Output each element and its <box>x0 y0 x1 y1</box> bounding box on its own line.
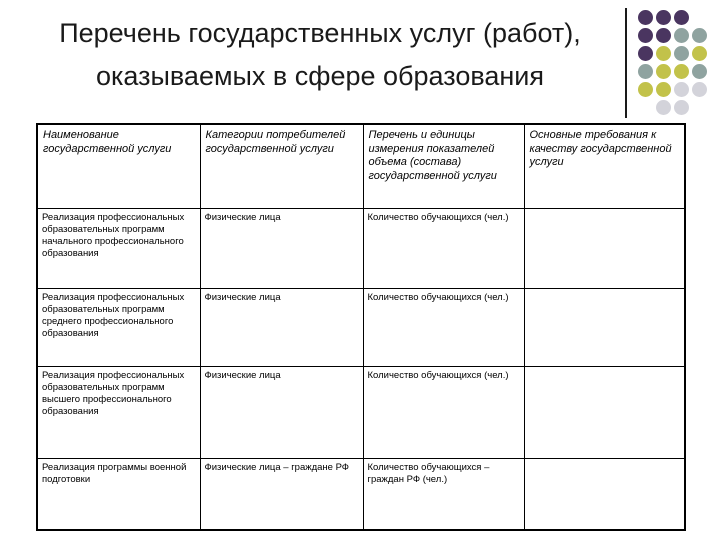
title-divider <box>625 8 627 118</box>
decorative-dots <box>632 10 720 120</box>
decor-dot <box>638 46 653 61</box>
header-quality-requirements: Основные требования к качеству государственной услуги <box>524 124 685 208</box>
decor-dot <box>656 28 671 43</box>
decor-dot <box>638 64 653 79</box>
cell-service-name: Реализация профессиональных образовательных программ высшего профессионального образования <box>37 366 200 458</box>
decor-dot <box>656 64 671 79</box>
cell-service-name: Реализация профессиональных образовательных программ среднего профессионального образования <box>37 288 200 366</box>
decor-dot <box>656 10 671 25</box>
cell-consumer-category: Физические лица <box>200 366 363 458</box>
decor-dot <box>692 82 707 97</box>
decor-dot <box>638 10 653 25</box>
table-header-row <box>37 124 685 208</box>
decor-dot <box>692 64 707 79</box>
table-row <box>37 366 685 458</box>
decor-dot <box>674 10 689 25</box>
cell-volume-indicator: Количество обучающихся (чел.) <box>363 288 524 366</box>
decor-dot <box>656 100 671 115</box>
cell-quality-requirement <box>524 288 685 366</box>
header-consumer-categories: Категории потребителей государственной услуги <box>200 124 363 208</box>
header-volume-indicators: Перечень и единицы измерения показателей объема (состава) государственной услуги <box>363 124 524 208</box>
cell-service-name: Реализация программы военной подготовки <box>37 458 200 530</box>
cell-quality-requirement <box>524 208 685 288</box>
cell-quality-requirement <box>524 366 685 458</box>
decor-dot <box>692 28 707 43</box>
header-service-name: Наименование государственной услуги <box>37 124 200 208</box>
decor-dot <box>656 82 671 97</box>
decor-dot <box>674 82 689 97</box>
decor-dot <box>638 82 653 97</box>
cell-volume-indicator: Количество обучающихся – граждан РФ (чел.) <box>363 458 524 530</box>
cell-volume-indicator: Количество обучающихся (чел.) <box>363 208 524 288</box>
decor-dot <box>674 64 689 79</box>
decor-dot <box>692 46 707 61</box>
decor-dot <box>638 28 653 43</box>
cell-consumer-category: Физические лица <box>200 288 363 366</box>
decor-dot <box>674 46 689 61</box>
title-line-1: Перечень государственных услуг (работ), <box>59 18 581 48</box>
cell-consumer-category: Физические лица <box>200 208 363 288</box>
services-table <box>36 123 686 531</box>
table-row <box>37 288 685 366</box>
decor-dot <box>656 46 671 61</box>
decor-dot <box>674 100 689 115</box>
decor-dot <box>674 28 689 43</box>
cell-consumer-category: Физические лица – граждане РФ <box>200 458 363 530</box>
table-row <box>37 458 685 530</box>
cell-service-name: Реализация профессиональных образовательных программ начального профессионального образования <box>37 208 200 288</box>
cell-quality-requirement <box>524 458 685 530</box>
title-line-2: оказываемых в сфере образования <box>95 61 545 91</box>
table-row <box>37 208 685 288</box>
page-title <box>20 12 620 98</box>
cell-volume-indicator: Количество обучающихся (чел.) <box>363 366 524 458</box>
